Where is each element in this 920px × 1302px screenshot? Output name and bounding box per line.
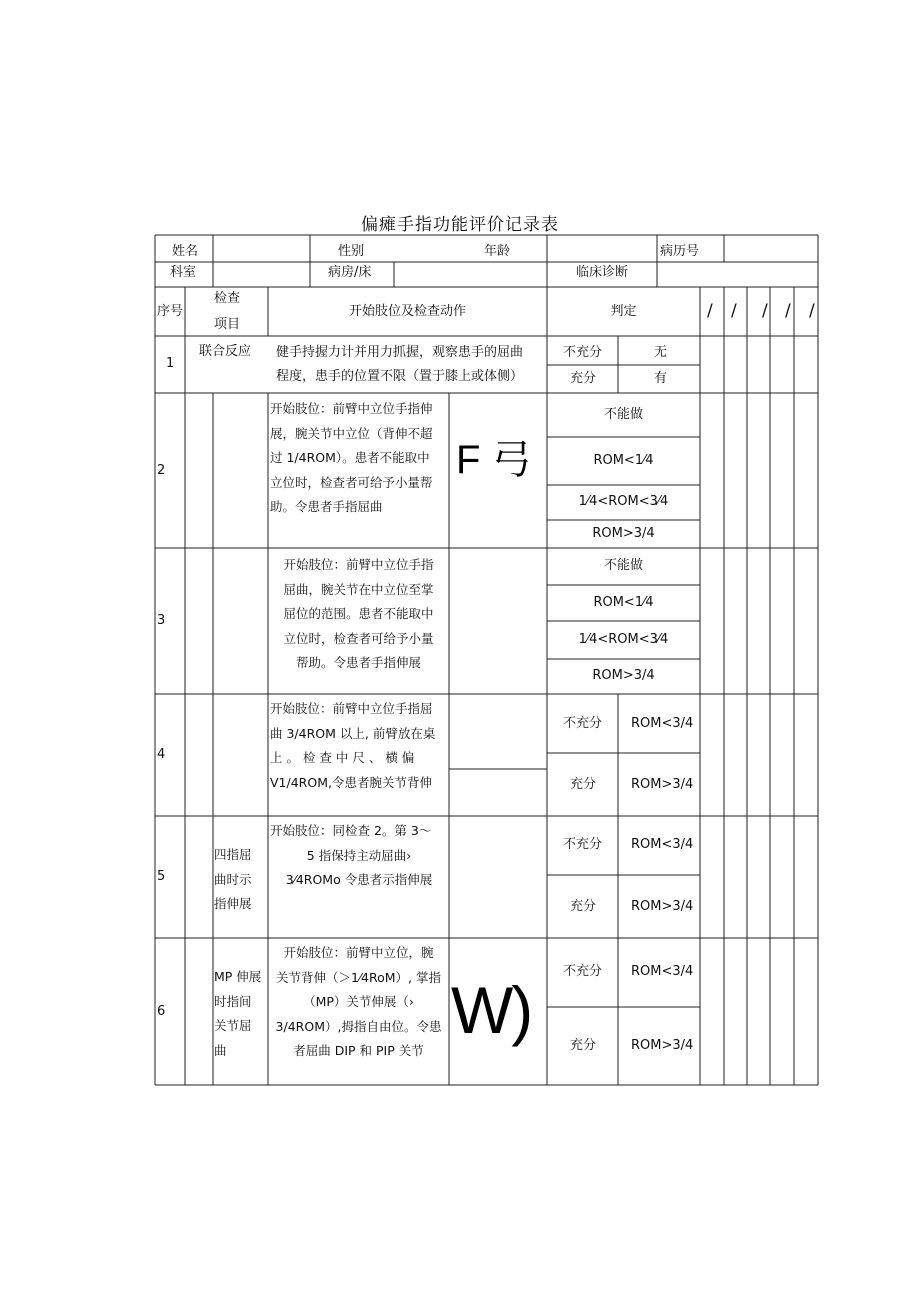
row6-item xyxy=(214,965,268,1063)
row5-no: 5 xyxy=(157,869,166,884)
item-header-line2: 项目 xyxy=(214,317,241,332)
row5-item xyxy=(214,843,268,917)
row3-option: 不能做 xyxy=(603,558,643,573)
row5-judge-b-label: 充分 xyxy=(570,899,597,914)
row4-judge-a-label: 不充分 xyxy=(563,716,603,731)
action-line: 助。令患者手指屈曲 xyxy=(270,499,383,515)
row6-judge-a-label: 不充分 xyxy=(563,964,603,979)
item-line: 时指间 xyxy=(214,993,252,1009)
row3-option: ROM>3/4 xyxy=(592,668,655,683)
row3-option: ROM<1⁄4 xyxy=(593,595,654,610)
row3-option: 1⁄4<ROM<3⁄4 xyxy=(578,632,669,647)
age-label: 年龄 xyxy=(484,244,511,259)
row6-judge-b-label: 充分 xyxy=(570,1038,597,1053)
judge-header: 判定 xyxy=(610,304,637,319)
action-line: 开始肢位：前臂中立位手指伸 xyxy=(270,401,433,416)
row4-action xyxy=(270,697,448,795)
row6-action xyxy=(268,941,449,1064)
row2-option: 1⁄4<ROM<3⁄4 xyxy=(578,494,669,509)
action-line: 开始肢位：前臂中立位，腕 xyxy=(283,945,434,960)
item-line: 四指屈 xyxy=(214,847,252,862)
action-header: 开始肢位及检查动作 xyxy=(348,304,466,319)
item-line: MP 伸展 xyxy=(214,969,262,984)
row6-mark: W) xyxy=(451,973,532,1047)
row5-judge-b-value: ROM>3/4 xyxy=(631,899,694,914)
action-line: V1/4ROM,令患者腕关节背伸 xyxy=(270,774,432,790)
action-line: 立位时，检查者可给予小量 xyxy=(283,630,434,646)
row2-mark: F 弓 xyxy=(456,438,532,482)
action-line: 上 。 检 查 中 尺 、 横 偏 xyxy=(270,750,415,766)
row2-option: ROM>3/4 xyxy=(592,526,655,541)
slash-5: / xyxy=(809,301,815,321)
action-line: 过 1/4ROM）。患者不能取中 xyxy=(270,450,430,466)
row1-judge-a-label: 不充分 xyxy=(563,345,603,360)
ward-bed-label: 病房/床 xyxy=(328,265,372,280)
row6-no: 6 xyxy=(157,1004,166,1019)
row1-action-line: 程度，患手的位置不限（置于膝上或体侧） xyxy=(276,369,524,384)
row1-item: 联合反应 xyxy=(199,344,252,359)
action-line: 开始肢位：前臂中立位手指 xyxy=(283,557,434,572)
row6-judge-a-value: ROM<3/4 xyxy=(631,964,694,979)
item-header-line1: 检查 xyxy=(214,291,241,306)
row6-judge-b-value: ROM>3/4 xyxy=(631,1038,694,1053)
row1-no: 1 xyxy=(166,356,175,371)
name-label: 姓名 xyxy=(172,244,199,259)
slash-3: / xyxy=(762,301,768,321)
action-line: 屈曲，腕关节在中立位至掌 xyxy=(283,581,434,597)
slash-1: / xyxy=(707,301,713,321)
action-line: 屈位的范围。患者不能取中 xyxy=(283,606,434,622)
row1-judge-a-value: 无 xyxy=(654,345,668,360)
row3-no: 3 xyxy=(157,613,166,628)
dept-label: 科室 xyxy=(170,265,197,280)
row2-action xyxy=(270,397,448,520)
action-line: 3⁄4ROMo 令患者示指伸展 xyxy=(285,872,433,888)
action-line: 者屈曲 DIP 和 PIP 关节 xyxy=(293,1043,424,1059)
action-line: 曲 3/4ROM 以上, 前臂放在桌 xyxy=(270,725,436,741)
row1-judge-b-value: 有 xyxy=(654,371,668,386)
gender-label: 性别 xyxy=(338,244,365,259)
row4-no: 4 xyxy=(157,747,166,762)
action-line: 展，腕关节中立位（背伸不超 xyxy=(270,425,433,441)
row3-action xyxy=(268,553,449,676)
slash-2: / xyxy=(731,301,737,321)
row5-judge-a-label: 不充分 xyxy=(563,837,603,852)
seq-header: 序号 xyxy=(157,304,184,319)
row2-option: ROM<1⁄4 xyxy=(593,453,654,468)
page-title: 偏瘫手指功能评价记录表 xyxy=(361,215,559,235)
item-line: 曲时示 xyxy=(214,871,252,887)
row5-judge-a-value: ROM<3/4 xyxy=(631,837,694,852)
record-no-label: 病历号 xyxy=(660,244,700,259)
row5-action xyxy=(270,819,448,893)
action-line: 3/4ROM）,拇指自由位。令患 xyxy=(275,1018,442,1034)
diagnosis-label: 临床诊断 xyxy=(576,265,629,280)
row1-action-line: 健手持握力计并用力抓握，观察患手的屈曲 xyxy=(276,345,524,360)
action-line: 5 指保持主动屈曲› xyxy=(306,847,412,863)
action-line: 开始肢位：前臂中立位手指屈 xyxy=(270,701,433,716)
action-line: 帮助。令患者手指伸展 xyxy=(295,655,421,671)
row2-no: 2 xyxy=(157,463,166,478)
item-line: 指伸展 xyxy=(214,896,252,912)
row4-judge-b-label: 充分 xyxy=(570,777,597,792)
action-line: 立位时，检查者可给予小量帮 xyxy=(270,474,433,490)
slash-4: / xyxy=(785,301,791,321)
item-line: 曲 xyxy=(214,1042,227,1058)
row1-judge-b-label: 充分 xyxy=(570,371,597,386)
action-line: 开始肢位：同检查 2。第 3～ xyxy=(270,823,432,838)
item-line: 关节屈 xyxy=(214,1018,252,1034)
action-line: 关节背伸（＞1⁄4RoM）, 掌指 xyxy=(276,969,441,985)
row2-option: 不能做 xyxy=(603,407,643,422)
action-line: （MP）关节伸展（› xyxy=(303,994,414,1010)
row4-judge-a-value: ROM<3/4 xyxy=(631,716,694,731)
row4-judge-b-value: ROM>3/4 xyxy=(631,777,694,792)
